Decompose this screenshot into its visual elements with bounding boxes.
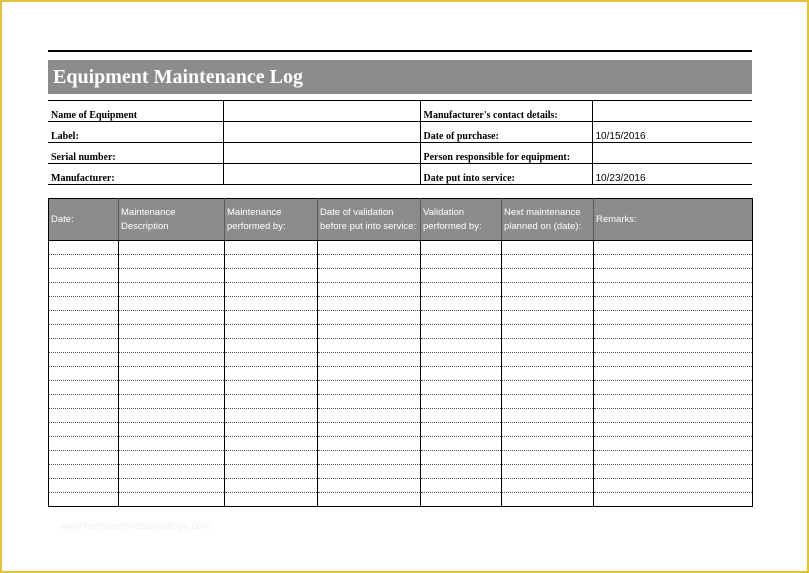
log-cell[interactable] [421, 381, 502, 395]
log-cell[interactable] [502, 423, 594, 437]
log-cell[interactable] [318, 451, 421, 465]
info-right-value-field[interactable]: 10/15/2016 [592, 122, 752, 143]
log-cell[interactable] [318, 395, 421, 409]
info-left-value-field[interactable] [223, 143, 420, 164]
log-cell[interactable] [502, 297, 594, 311]
log-cell[interactable] [502, 409, 594, 423]
log-cell[interactable] [49, 353, 119, 367]
log-cell[interactable] [594, 283, 753, 297]
log-cell[interactable] [49, 241, 119, 255]
table-row [49, 479, 753, 493]
log-cell[interactable] [502, 311, 594, 325]
info-left-value-field[interactable] [223, 122, 420, 143]
log-cell[interactable] [318, 297, 421, 311]
log-cell[interactable] [318, 367, 421, 381]
log-cell[interactable] [594, 395, 753, 409]
log-cell[interactable] [421, 409, 502, 423]
log-cell[interactable] [49, 409, 119, 423]
log-cell[interactable] [225, 381, 318, 395]
log-cell[interactable] [421, 255, 502, 269]
log-cell[interactable] [594, 353, 753, 367]
table-row [49, 451, 753, 465]
table-row [49, 395, 753, 409]
log-cell[interactable] [225, 255, 318, 269]
log-cell[interactable] [421, 493, 502, 507]
log-cell[interactable] [119, 283, 225, 297]
log-sheet [48, 50, 752, 507]
log-cell[interactable] [502, 451, 594, 465]
log-cell[interactable] [502, 465, 594, 479]
log-cell[interactable] [225, 353, 318, 367]
log-cell[interactable] [225, 493, 318, 507]
log-cell[interactable] [594, 465, 753, 479]
table-row [49, 339, 753, 353]
log-cell[interactable] [49, 493, 119, 507]
info-right-label: Date of purchase: [420, 122, 592, 143]
table-row [49, 437, 753, 451]
log-cell[interactable] [225, 311, 318, 325]
log-cell[interactable] [49, 451, 119, 465]
log-cell[interactable] [421, 339, 502, 353]
log-column-header: Date of validation before put into service: [318, 199, 421, 241]
table-row [49, 353, 753, 367]
log-cell[interactable] [119, 409, 225, 423]
log-cell[interactable] [594, 381, 753, 395]
log-cell[interactable] [119, 339, 225, 353]
info-left-label: Serial number: [48, 143, 223, 164]
log-cell[interactable] [49, 255, 119, 269]
log-cell[interactable] [502, 339, 594, 353]
log-column-header: Remarks: [594, 199, 753, 241]
log-cell[interactable] [49, 423, 119, 437]
log-cell[interactable] [318, 409, 421, 423]
log-cell[interactable] [318, 493, 421, 507]
info-right-value-field[interactable] [592, 101, 752, 122]
log-cell[interactable] [421, 451, 502, 465]
log-cell[interactable] [49, 437, 119, 451]
log-cell[interactable] [119, 423, 225, 437]
table-row [49, 269, 753, 283]
log-cell[interactable] [318, 255, 421, 269]
log-cell[interactable] [594, 367, 753, 381]
log-cell[interactable] [421, 269, 502, 283]
table-row [49, 493, 753, 507]
log-cell[interactable] [421, 395, 502, 409]
log-cell[interactable] [225, 367, 318, 381]
table-row [49, 409, 753, 423]
log-cell[interactable] [225, 269, 318, 283]
log-cell[interactable] [502, 283, 594, 297]
log-cell[interactable] [318, 325, 421, 339]
log-cell[interactable] [49, 325, 119, 339]
log-cell[interactable] [119, 255, 225, 269]
log-cell[interactable] [119, 269, 225, 283]
log-cell[interactable] [225, 283, 318, 297]
log-cell[interactable] [119, 381, 225, 395]
watermark-text: www.heritagechristiancollege.com [60, 521, 211, 532]
log-cell[interactable] [225, 423, 318, 437]
info-right-value-field[interactable] [592, 143, 752, 164]
info-left-label: Manufacturer: [48, 164, 223, 185]
log-cell[interactable] [119, 311, 225, 325]
info-row [48, 101, 752, 122]
log-cell[interactable] [225, 241, 318, 255]
log-cell[interactable] [594, 423, 753, 437]
info-left-value-field[interactable] [223, 164, 420, 185]
log-cell[interactable] [49, 479, 119, 493]
table-row [49, 297, 753, 311]
log-cell[interactable] [594, 325, 753, 339]
log-cell[interactable] [225, 437, 318, 451]
log-cell[interactable] [119, 465, 225, 479]
log-cell[interactable] [421, 353, 502, 367]
log-column-header: Maintenance performed by: [225, 199, 318, 241]
top-rule [48, 50, 752, 52]
info-right-label: Person responsible for equipment: [420, 143, 592, 164]
log-cell[interactable] [49, 381, 119, 395]
log-cell[interactable] [119, 395, 225, 409]
log-cell[interactable] [421, 297, 502, 311]
log-cell[interactable] [594, 479, 753, 493]
log-cell[interactable] [49, 465, 119, 479]
log-cell[interactable] [318, 241, 421, 255]
log-cell[interactable] [502, 241, 594, 255]
log-cell[interactable] [594, 269, 753, 283]
log-cell[interactable] [119, 325, 225, 339]
log-cell[interactable] [502, 479, 594, 493]
log-cell[interactable] [49, 297, 119, 311]
log-cell[interactable] [119, 353, 225, 367]
log-cell[interactable] [502, 269, 594, 283]
log-cell[interactable] [421, 423, 502, 437]
log-cell[interactable] [502, 493, 594, 507]
info-row [48, 164, 752, 185]
log-cell[interactable] [421, 479, 502, 493]
log-cell[interactable] [225, 395, 318, 409]
log-cell[interactable] [318, 339, 421, 353]
log-cell[interactable] [225, 339, 318, 353]
equipment-info-table [48, 100, 752, 185]
log-cell[interactable] [49, 395, 119, 409]
log-cell[interactable] [421, 465, 502, 479]
log-cell[interactable] [225, 479, 318, 493]
log-header-row [49, 199, 753, 241]
log-cell[interactable] [421, 283, 502, 297]
log-cell[interactable] [318, 269, 421, 283]
info-right-label: Manufacturer's contact details: [420, 101, 592, 122]
log-cell[interactable] [502, 325, 594, 339]
log-cell[interactable] [594, 493, 753, 507]
table-row [49, 465, 753, 479]
log-cell[interactable] [594, 311, 753, 325]
log-cell[interactable] [502, 395, 594, 409]
log-cell[interactable] [594, 241, 753, 255]
log-cell[interactable] [421, 367, 502, 381]
log-cell[interactable] [421, 325, 502, 339]
log-column-header: Next maintenance planned on (date): [502, 199, 594, 241]
log-cell[interactable] [318, 465, 421, 479]
table-row [49, 325, 753, 339]
log-cell[interactable] [225, 409, 318, 423]
log-cell[interactable] [502, 437, 594, 451]
log-cell[interactable] [502, 255, 594, 269]
info-left-value-field[interactable] [223, 101, 420, 122]
log-cell[interactable] [119, 493, 225, 507]
log-cell[interactable] [594, 437, 753, 451]
table-row [49, 311, 753, 325]
table-row [49, 381, 753, 395]
table-row [49, 423, 753, 437]
log-cell[interactable] [318, 283, 421, 297]
log-cell[interactable] [594, 409, 753, 423]
log-cell[interactable] [318, 311, 421, 325]
log-cell[interactable] [49, 367, 119, 381]
log-cell[interactable] [594, 339, 753, 353]
log-cell[interactable] [119, 451, 225, 465]
log-cell[interactable] [318, 381, 421, 395]
log-cell[interactable] [421, 311, 502, 325]
log-cell[interactable] [502, 367, 594, 381]
log-cell[interactable] [502, 381, 594, 395]
info-left-label: Label: [48, 122, 223, 143]
log-cell[interactable] [421, 437, 502, 451]
log-cell[interactable] [594, 297, 753, 311]
log-cell[interactable] [49, 283, 119, 297]
log-cell[interactable] [119, 367, 225, 381]
log-cell[interactable] [49, 339, 119, 353]
log-cell[interactable] [318, 423, 421, 437]
log-cell[interactable] [119, 241, 225, 255]
log-cell[interactable] [502, 353, 594, 367]
maintenance-log-table [48, 198, 753, 507]
log-cell[interactable] [225, 297, 318, 311]
log-cell[interactable] [318, 353, 421, 367]
page-title: Equipment Maintenance Log [48, 60, 752, 94]
log-cell[interactable] [225, 451, 318, 465]
log-cell[interactable] [119, 437, 225, 451]
log-cell[interactable] [421, 241, 502, 255]
table-row [49, 241, 753, 255]
info-left-label: Name of Equipment [48, 101, 223, 122]
log-column-header: Maintenance Description [119, 199, 225, 241]
log-cell[interactable] [49, 269, 119, 283]
table-row [49, 255, 753, 269]
log-cell[interactable] [49, 311, 119, 325]
log-cell[interactable] [594, 255, 753, 269]
log-column-header: Date: [49, 199, 119, 241]
log-column-header: Validation performed by: [421, 199, 502, 241]
info-row [48, 143, 752, 164]
log-cell[interactable] [318, 479, 421, 493]
info-right-value-field[interactable]: 10/23/2016 [592, 164, 752, 185]
info-right-label: Date put into service: [420, 164, 592, 185]
log-cell[interactable] [225, 465, 318, 479]
info-row [48, 122, 752, 143]
log-cell[interactable] [119, 297, 225, 311]
table-row [49, 367, 753, 381]
log-cell[interactable] [225, 325, 318, 339]
table-row [49, 283, 753, 297]
log-cell[interactable] [594, 451, 753, 465]
log-cell[interactable] [119, 479, 225, 493]
log-cell[interactable] [318, 437, 421, 451]
